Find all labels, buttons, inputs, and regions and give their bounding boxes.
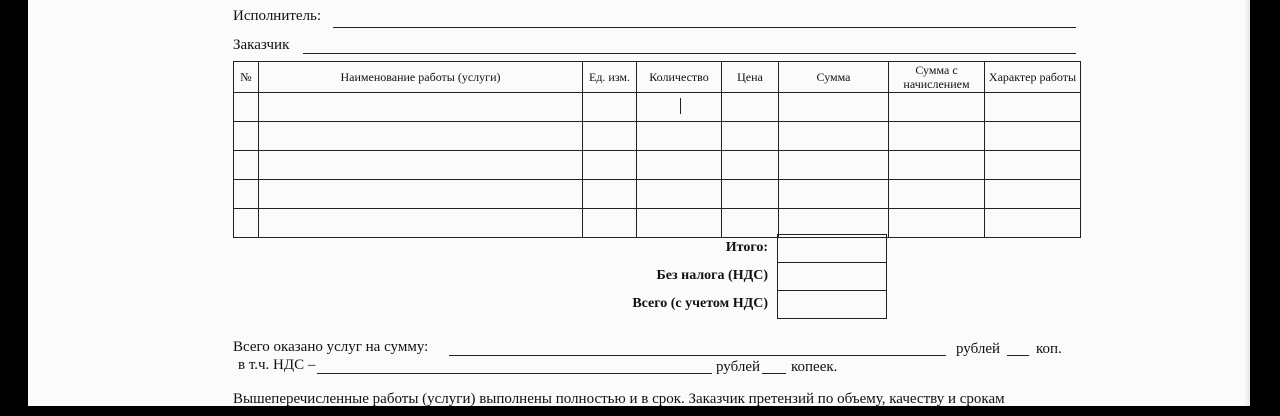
table-cell[interactable] xyxy=(722,122,779,151)
table-row xyxy=(234,122,1081,151)
vat-label: в т.ч. НДС – xyxy=(238,357,316,373)
table-cell[interactable] xyxy=(985,151,1081,180)
table-cell[interactable] xyxy=(583,209,637,238)
table-cell[interactable] xyxy=(722,209,779,238)
col-unit-header: Ед. изм. xyxy=(583,62,637,93)
customer-field[interactable] xyxy=(303,53,1076,54)
col-name-header: Наименование работы (услуги) xyxy=(259,62,583,93)
with-vat-cell[interactable] xyxy=(778,291,887,319)
total-label: Итого: xyxy=(725,240,768,255)
without-vat-label: Без налога (НДС) xyxy=(656,268,768,283)
table-cell[interactable] xyxy=(234,180,259,209)
kop-field[interactable] xyxy=(1007,355,1029,356)
table-cell[interactable] xyxy=(583,151,637,180)
table-cell[interactable] xyxy=(889,93,985,122)
table-cell[interactable] xyxy=(259,180,583,209)
col-sum-accrued-header: Сумма с начислением xyxy=(889,62,985,93)
document-page xyxy=(28,0,1250,406)
table-cell[interactable] xyxy=(889,151,985,180)
rub-label: рублей xyxy=(956,341,1001,357)
table-row xyxy=(234,93,1081,122)
table-cell-quantity-active[interactable] xyxy=(637,93,722,122)
total-cell[interactable] xyxy=(778,235,887,263)
table-cell[interactable] xyxy=(985,93,1081,122)
table-cell[interactable] xyxy=(637,180,722,209)
vat-field[interactable] xyxy=(317,373,712,374)
table-cell[interactable] xyxy=(637,122,722,151)
table-row xyxy=(234,180,1081,209)
table-cell[interactable] xyxy=(234,209,259,238)
table-cell[interactable] xyxy=(234,122,259,151)
executor-label: Исполнитель: xyxy=(233,8,322,24)
table-row xyxy=(234,151,1081,180)
table-cell[interactable] xyxy=(722,151,779,180)
table-cell[interactable] xyxy=(259,93,583,122)
table-cell[interactable] xyxy=(779,122,889,151)
table-cell[interactable] xyxy=(259,122,583,151)
table-cell[interactable] xyxy=(583,180,637,209)
table-cell[interactable] xyxy=(779,151,889,180)
table-cell[interactable] xyxy=(985,180,1081,209)
vat-kop-field[interactable] xyxy=(762,373,786,374)
table-cell[interactable] xyxy=(259,209,583,238)
footer-statement: Вышеперечисленные работы (услуги) выполнены полностью и в срок. Заказчик претензий по объему, качеству и срокам xyxy=(233,391,1005,406)
table-cell[interactable] xyxy=(779,93,889,122)
table-cell[interactable] xyxy=(985,209,1081,238)
works-table xyxy=(233,61,1081,238)
table-cell[interactable] xyxy=(583,122,637,151)
table-cell[interactable] xyxy=(722,93,779,122)
col-work-type-header: Характер работы xyxy=(985,62,1081,93)
summary-total-label: Всего оказано услуг на сумму: xyxy=(233,339,429,355)
col-number-header: № xyxy=(234,62,259,93)
table-cell[interactable] xyxy=(637,209,722,238)
col-sum-header: Сумма xyxy=(779,62,889,93)
table-cell[interactable] xyxy=(985,122,1081,151)
table-cell[interactable] xyxy=(259,151,583,180)
with-vat-label: Всего (с учетом НДС) xyxy=(632,296,768,311)
table-cell[interactable] xyxy=(889,180,985,209)
table-cell[interactable] xyxy=(234,93,259,122)
kop-label: коп. xyxy=(1036,341,1062,357)
col-price-header: Цена xyxy=(722,62,779,93)
table-cell[interactable] xyxy=(722,180,779,209)
without-vat-cell[interactable] xyxy=(778,263,887,291)
totals-table xyxy=(777,234,887,319)
table-row xyxy=(234,209,1081,238)
table-header-row xyxy=(234,62,1081,93)
text-cursor xyxy=(680,98,681,114)
page-edge-shadow xyxy=(1244,0,1250,406)
vat-kop-label: копеек. xyxy=(791,359,838,375)
table-cell[interactable] xyxy=(889,209,985,238)
summary-total-field[interactable] xyxy=(449,355,946,356)
table-cell[interactable] xyxy=(779,180,889,209)
customer-label: Заказчик xyxy=(233,37,290,53)
table-cell[interactable] xyxy=(583,93,637,122)
vat-rub-label: рублей xyxy=(716,359,761,375)
table-cell[interactable] xyxy=(889,122,985,151)
table-cell[interactable] xyxy=(234,151,259,180)
table-cell[interactable] xyxy=(637,151,722,180)
col-quantity-header: Количество xyxy=(637,62,722,93)
executor-field[interactable] xyxy=(333,27,1076,28)
